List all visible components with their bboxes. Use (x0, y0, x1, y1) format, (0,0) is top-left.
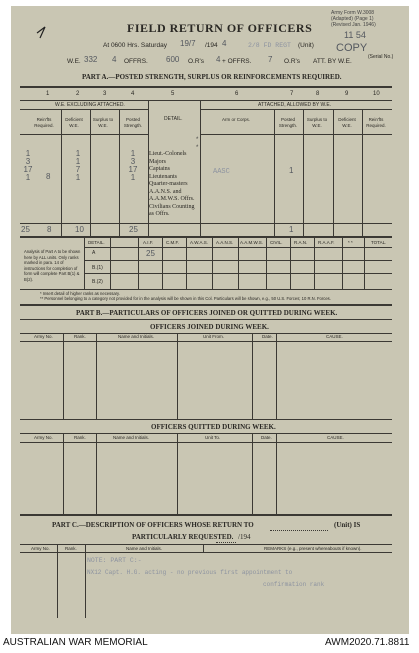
col-divider (266, 238, 267, 289)
analysis-col-header: A.A.N.S. (216, 240, 234, 245)
analysis-note: Analysis of Part A to be shown here by ALL units. Only ranks marked in para. 14 of instructions for completion of form will complete Part B(1) & B(2). (24, 249, 81, 282)
rank-label: Civilians Counting (149, 203, 195, 210)
col-divider (90, 109, 91, 236)
col-divider (290, 238, 291, 289)
col-number: 7 (290, 91, 294, 97)
col-divider (238, 238, 239, 289)
hand-value: 17 (128, 165, 138, 174)
analysis-col-header: C.M.F. (166, 240, 179, 245)
rule (200, 134, 392, 135)
date-blank-line (216, 542, 236, 543)
col-number: 9 (345, 91, 349, 97)
rank-label: as Offrs. (149, 211, 170, 217)
col-divider (252, 433, 253, 514)
hand-value: 1 (25, 149, 31, 158)
footnote: * Insert detail of higher ranks as necessary. (40, 291, 120, 296)
col-divider (96, 433, 97, 514)
col-divider (148, 100, 149, 236)
part-a-title: PART A.—POSTED STRENGTH, SURPLUS OR REINFORCEMENTS REQUIRED. (82, 73, 342, 81)
col-divider (63, 433, 64, 514)
col-divider (186, 238, 187, 289)
part-c-date: /194 (238, 533, 251, 541)
att-label: ATT. BY W.E. (313, 58, 352, 65)
copy-stamp: COPY (336, 42, 368, 54)
part-c-col-header: Rank. (65, 546, 77, 551)
offrs-handwritten: 4 (112, 55, 117, 64)
joined-col-header: CAUSE. (326, 334, 343, 339)
rule (20, 304, 392, 306)
joined-col-header: Name and Initials. (118, 334, 155, 339)
hand-value: 1 (130, 173, 136, 182)
col-divider (303, 109, 304, 236)
form-reference-line: Army Form W.3008 (331, 10, 375, 16)
posted-att-handwritten: 1 (289, 166, 294, 175)
rule (20, 544, 392, 545)
col-divider (138, 238, 139, 289)
hand-value: 7 (75, 165, 81, 174)
col-number: 6 (235, 91, 239, 97)
quitted-col-header: Rank. (74, 435, 86, 440)
part-c-col-header: Army No. (31, 546, 50, 551)
quitted-col-header: CAUSE. (327, 435, 344, 440)
part-c-col-header: REMARKS (e.g., present whereabouts if known). (264, 546, 362, 551)
quitted-col-header: Army No. (34, 435, 53, 440)
col-divider (212, 238, 213, 289)
hand-value: 17 (23, 165, 33, 174)
rule (20, 552, 392, 553)
joined-title: OFFICERS JOINED DURING WEEK. (150, 323, 269, 331)
col-divider (162, 238, 163, 289)
serial-label: (Serial No.) (368, 54, 394, 60)
footnotes (40, 291, 331, 301)
deficient-values (72, 150, 84, 182)
analysis-col-header: CIVIL. (270, 240, 283, 245)
col-divider (85, 544, 86, 618)
total-posted: 25 (129, 225, 138, 234)
quitted-col-header: Unit To. (205, 435, 221, 440)
analysis-row-b1: B.(1) (92, 265, 103, 271)
we-label: W.E. (67, 58, 81, 65)
part-a-top-rule (20, 86, 392, 88)
plus-offrs-label: + OFFRS. (222, 58, 252, 65)
rule (20, 236, 392, 238)
rule (200, 109, 392, 110)
analysis-col-header: TOTAL. (371, 240, 387, 245)
quitted-col-header: Name and Initials. (113, 435, 150, 440)
pen-mark-icon (37, 27, 45, 38)
header-posted: Posted Strength. (123, 117, 143, 128)
joined-col-header: Date. (262, 334, 273, 339)
analysis-col-header: * * (348, 240, 353, 245)
col-divider (84, 238, 85, 289)
col-divider (342, 238, 343, 289)
rank-label: A.A.N.S. and (149, 188, 182, 195)
posted-values (126, 150, 140, 182)
form-title: FIELD RETURN OF OFFICERS (127, 21, 313, 35)
hand-value: 1 (75, 173, 81, 182)
deficient-total-handwritten: 8 (46, 172, 51, 181)
form-reference-line: (Adapted) (Page 1) (331, 16, 374, 22)
form-reference (331, 10, 376, 28)
typed-note-2: NX12 Capt. H.G. acting - no previous first appointment to (87, 569, 293, 576)
reinforcements-values (22, 150, 34, 182)
handwritten-reference: 11 54 (344, 30, 366, 40)
analysis-col-header: A.W.A.S. (190, 240, 209, 245)
header-reinforcements-att: Rein'fts Required. (366, 117, 386, 128)
attached-label: ATTACHED, ALLOWED BY W.E. (258, 102, 332, 108)
col-number: 2 (76, 91, 80, 97)
analysis-col-header: A.A.M.W.S. (240, 240, 264, 245)
rule (20, 442, 392, 443)
quitted-col-header: Date. (261, 435, 272, 440)
total-reinforcements: 25 (21, 225, 30, 234)
unit-label: (Unit) (298, 42, 314, 49)
header-surplus: Surplus to W.E. (92, 117, 114, 128)
col-divider (63, 333, 64, 419)
analysis-col-header: R.A.N. (294, 240, 308, 245)
col-divider (276, 433, 277, 514)
rank-label: Captains (149, 166, 170, 172)
higher-ranks-asterisks: * * (196, 137, 199, 151)
part-c-col-header: Name and Initials. (126, 546, 163, 551)
hand-value: 1 (130, 149, 136, 158)
typed-note-3: confirmation rank (263, 581, 325, 588)
col-number: 8 (316, 91, 320, 97)
col-divider (362, 109, 363, 236)
col-number: 5 (171, 91, 175, 97)
date-handwritten: 19/7 (180, 39, 196, 48)
rank-label: A.A.M.W.S. Offrs. (149, 196, 195, 202)
ors-handwritten: 600 (166, 55, 180, 64)
ors2-label: O.R's (284, 58, 301, 65)
header-reinforcements: Rein'fts Required. (34, 117, 54, 128)
col-divider (276, 333, 277, 419)
rule (20, 433, 392, 434)
rule (20, 100, 392, 101)
ors2-handwritten: 7 (268, 55, 273, 64)
analysis-row-a: A (92, 250, 96, 256)
col-divider (364, 238, 365, 289)
rule (20, 134, 148, 135)
part-b-title: PART B.—PARTICULARS OF OFFICERS JOINED OR QUITTED DURING WEEK. (76, 309, 338, 317)
col-number: 3 (103, 91, 107, 97)
col-divider (57, 544, 58, 618)
rule (20, 289, 392, 290)
rule (20, 419, 392, 420)
hand-value: 1 (75, 157, 81, 166)
col-divider (252, 333, 253, 419)
header-arm: Arm or Corps. (222, 117, 251, 122)
part-c-requested: PARTICULARLY REQUESTED. (132, 533, 234, 541)
col-divider (333, 109, 334, 236)
part-c-title: PART C.—DESCRIPTION OF OFFICERS WHOSE RETURN TO (52, 521, 254, 529)
col-number: 1 (46, 91, 50, 97)
col-divider (203, 544, 204, 552)
offrs-label: OFFRS. (124, 58, 148, 65)
rule (20, 319, 392, 320)
col-divider (177, 333, 178, 419)
rank-label: Majors (149, 158, 166, 165)
analysis-col-header: A.I.F. (143, 240, 154, 245)
we-handwritten: 332 (84, 55, 98, 64)
rule (20, 109, 148, 110)
detail-label: DETAIL. (164, 116, 183, 122)
col-divider (96, 333, 97, 419)
rule (20, 514, 392, 516)
unit-blank-line (270, 530, 328, 531)
col-number: 10 (373, 91, 380, 97)
joined-col-header: Unit From. (203, 334, 225, 339)
col-divider (119, 109, 120, 236)
form-reference-line: (Revised Jan. 1946) (331, 22, 376, 28)
unit-handwritten: 2/8 FD REGT (248, 42, 291, 49)
col-number: 4 (131, 91, 135, 97)
col-divider (314, 238, 315, 289)
analysis-aif-handwritten: 25 (146, 249, 155, 258)
hand-value: 3 (25, 157, 31, 166)
col-divider (274, 109, 275, 236)
quitted-title: OFFICERS QUITTED DURING WEEK. (151, 423, 276, 431)
part-c-unit-is: (Unit) IS (334, 521, 361, 529)
footnote: ** Personnel belonging to a category not provided for in the analysis will be shown in this Col. Particulars will be shown, e.g., 50 U.S. Forces; 10 R.N. Forces. (40, 296, 331, 301)
arm-corps-typed: AASC (213, 168, 230, 176)
rule (20, 223, 392, 224)
header-deficient-att: Deficient W.E. (338, 117, 356, 128)
total-surplus: 10 (75, 225, 84, 234)
archive-id: AWM2020.71.8811 (325, 637, 410, 648)
header-posted-att: Posted Strength. (278, 117, 298, 128)
year-handwritten: 4 (222, 39, 227, 48)
hand-value: 3 (130, 157, 136, 166)
total-deficient: 8 (47, 225, 52, 234)
total-posted-att: 1 (289, 225, 294, 234)
archive-credit: AUSTRALIAN WAR MEMORIAL (3, 637, 148, 648)
ors-label: O.R's (188, 58, 205, 65)
header-surplus-att: Surplus to W.E. (306, 117, 328, 128)
rank-label: Lieutenants (149, 173, 177, 180)
header-deficient: Deficient W.E. (65, 117, 83, 128)
rank-list (149, 151, 195, 219)
analysis-row-b2: B.(2) (92, 279, 103, 285)
analysis-col-header: R.A.A.F. (318, 240, 335, 245)
joined-col-header: Army No. (34, 334, 53, 339)
col-divider (61, 109, 62, 236)
year-label: /194 (205, 42, 218, 49)
col-divider (177, 433, 178, 514)
col-divider (110, 238, 111, 289)
analysis-detail-label: DETAIL. (88, 240, 105, 245)
rank-label: Lieut.-Colonels (149, 151, 187, 157)
col-divider (200, 100, 201, 236)
rule (20, 341, 392, 342)
hand-value: 1 (25, 173, 31, 182)
hand-value: 1 (75, 149, 81, 158)
plus-offrs-handwritten: 4 (216, 55, 221, 64)
at-line-label: At 0600 Hrs. Saturday (103, 42, 167, 49)
typed-note-1: NOTE: PART C:- (87, 557, 142, 564)
joined-col-header: Rank. (74, 334, 86, 339)
we-excl-label: W.E. EXCLUDING ATTACHED. (55, 102, 125, 108)
rank-label: Quarter-masters (149, 181, 188, 187)
